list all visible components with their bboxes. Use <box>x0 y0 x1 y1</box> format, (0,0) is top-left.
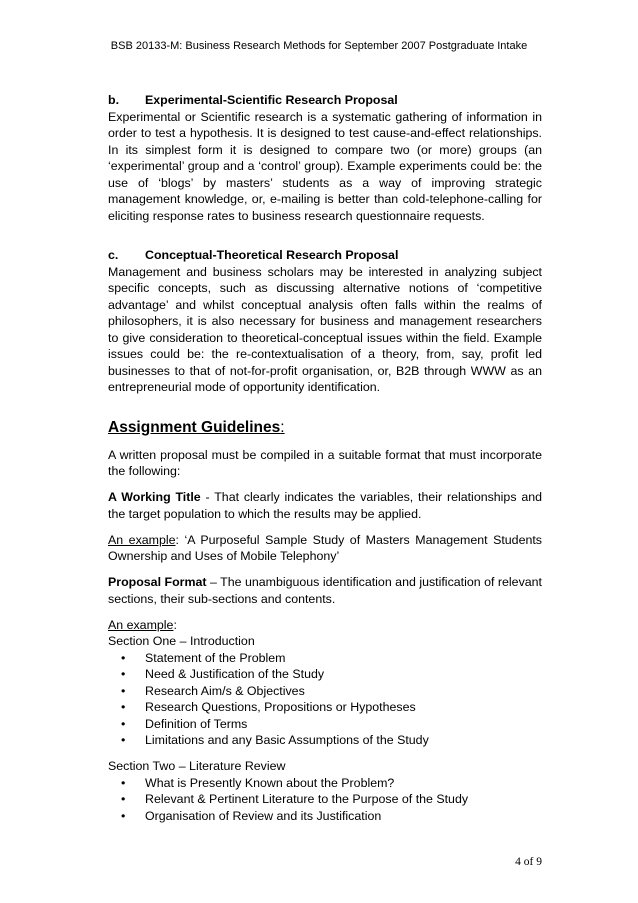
section-b-body: Experimental or Scientific research is a systematic gathering of information in order to test a hypothesis. It is designed to test cause-and-effect relationships. In its simplest form it is designed to compare two (or more) groups (an ‘experimental’ group and a ‘control’ group). Example experiments could be: the use of ‘blogs’ by masters’ students as a way of improving strategic management knowledge, or, e-mailing is better than cold-telephone-calling for eliciting response rates to business research questionnaire requests. <box>108 109 542 223</box>
list-item-text: Research Aim/s & Objectives <box>145 683 305 698</box>
section-two-list <box>108 775 542 825</box>
example-one-label: An example <box>108 532 176 547</box>
list-item-text: Research Questions, Propositions or Hypotheses <box>145 700 416 714</box>
bullet-icon: • <box>121 700 126 714</box>
page-number: 4 of 9 <box>515 856 542 868</box>
bullet-icon: • <box>121 733 126 747</box>
list-item <box>108 791 542 808</box>
list-item <box>108 732 542 749</box>
list-item <box>108 666 542 683</box>
assignment-guidelines-heading <box>108 418 542 437</box>
example-two-label: An example <box>108 617 174 632</box>
bullet-icon: • <box>121 808 126 823</box>
running-header: BSB 20133-M: Business Research Methods for September 2007 Postgraduate Intake <box>110 40 528 52</box>
proposal-format-paragraph <box>108 574 542 607</box>
section-b-letter: b. <box>108 93 120 107</box>
list-item-text: Statement of the Problem <box>145 650 286 665</box>
page-content <box>108 92 542 824</box>
list-item-text: Definition of Terms <box>145 716 248 731</box>
section-c-title: Conceptual-Theoretical Research Proposal <box>145 248 399 262</box>
list-item <box>108 775 542 792</box>
working-title-label: A Working Title <box>108 490 201 504</box>
list-item <box>108 683 542 700</box>
section-c-letter: c. <box>108 248 119 262</box>
bullet-icon: • <box>121 775 126 790</box>
example-one-paragraph <box>108 532 542 565</box>
list-item <box>108 808 542 825</box>
list-item-text: Organisation of Review and its Justification <box>145 808 382 823</box>
list-item-text: What is Presently Known about the Problem? <box>145 775 395 790</box>
section-c-body: Management and business scholars may be interested in analyzing subject specific concepts, such as discussing alternative notions of ‘competitive advantage’ and whilst conceptual analysis often falls within the realms of philosophers, it is also necessary for business and management researchers to give consideration to theoretical-conceptual issues within the field. Example issues could be: the re-contextualisation of a theory, from, say, profit led businesses to that of not-for-profit organisation, or, B2B through WWW as an entrepreneurial mode of opportunity identification. <box>108 264 542 394</box>
guidelines-heading-text: Assignment Guidelines <box>108 418 281 436</box>
section-b-title: Experimental-Scientific Research Proposal <box>145 93 398 107</box>
section-two-title: Section Two – Literature Review <box>108 759 286 773</box>
working-title-paragraph <box>108 489 542 522</box>
proposal-format-text: – The unambiguous identification and justification of relevant sections, their sub-sections and contents. <box>108 575 542 606</box>
list-item <box>108 716 542 733</box>
guidelines-heading-colon: : <box>280 418 285 436</box>
section-c-heading <box>108 247 542 264</box>
bullet-icon: • <box>121 683 126 698</box>
list-item-text: Relevant & Pertinent Literature to the Purpose of the Study <box>145 792 469 806</box>
bullet-icon: • <box>121 650 126 665</box>
list-item <box>108 650 542 667</box>
bullet-icon: • <box>121 667 126 681</box>
example-two-colon: : <box>173 617 177 632</box>
proposal-format-label: Proposal Format <box>108 575 207 589</box>
list-item <box>108 699 542 716</box>
guidelines-intro: A written proposal must be compiled in a suitable format that must incorporate the following: <box>108 447 542 478</box>
list-item-text: Limitations and any Basic Assumptions of the Study <box>145 733 429 747</box>
example-one-text: : ‘A Purposeful Sample Study of Masters Management Students Ownership and Uses of Mobile Telephony’ <box>108 532 542 563</box>
section-one-title: Section One – Introduction <box>108 634 255 648</box>
bullet-icon: • <box>121 716 126 731</box>
example-two-line <box>108 617 542 634</box>
list-item-text: Need & Justification of the Study <box>145 667 325 681</box>
section-b-heading <box>108 92 542 109</box>
working-title-text: - That clearly indicates the variables, their relationships and the target population to which the results may be applied. <box>108 490 543 521</box>
section-one-list <box>108 650 542 749</box>
bullet-icon: • <box>121 792 126 806</box>
